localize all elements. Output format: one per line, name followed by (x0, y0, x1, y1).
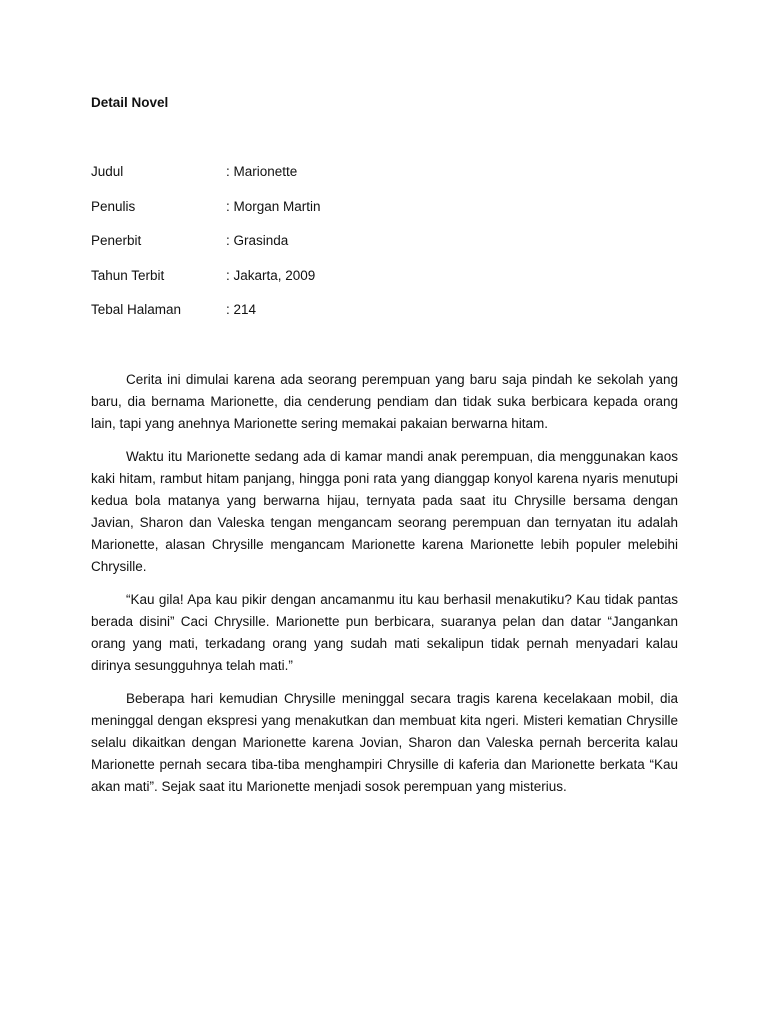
synopsis-paragraph: “Kau gila! Apa kau pikir dengan ancamanmu itu kau berhasil menakutiku? Kau tidak pantas berada disini” Caci Chrysille. Marionette pun berbicara, suaranya pelan dan datar “Jangankan orang yang mati, terkadang orang yang sudah mati sekalipun tidak pernah menyadari kalau dirinya sesungguhnya telah mati.” (91, 592, 678, 673)
detail-label: Judul (91, 164, 124, 179)
detail-label: Tahun Terbit (91, 267, 165, 283)
detail-value: : Grasinda (226, 233, 289, 248)
detail-value: : Morgan Martin (226, 198, 321, 214)
detail-row-tebal-halaman (91, 301, 691, 336)
detail-value: : Marionette (226, 164, 298, 179)
synopsis-paragraph: Cerita ini dimulai karena ada seorang perempuan yang baru saja pindah ke sekolah yang baru, dia bernama Marionette, dia cenderung pendiam dan tidak suka berbicara kepada orang lain, tapi yang anehnya Marionette sering memakai pakaian berwarna hitam. (91, 372, 678, 431)
detail-row-tahun-terbit (91, 267, 691, 302)
detail-label: Penerbit (91, 233, 142, 248)
synopsis-paragraph: Waktu itu Marionette sedang ada di kamar mandi anak perempuan, dia menggunakan kaos kaki hitam, rambut hitam panjang, hingga poni rata yang dianggap konyol karena nyaris menutupi kedua bola matanya yang berwarna hijau, ternyata pada saat itu Chrysille bersama dengan Javian, Sharon dan Valeska tengan mengancam seorang perempuan dan ternyatan itu adalah Marionette, alasan Chrysille mengancam Marionette karena Marionette lebih populer melebihi Chrysille. (91, 449, 678, 574)
detail-row-penulis (91, 198, 691, 233)
detail-row-penerbit (91, 232, 691, 267)
novel-details (91, 163, 691, 336)
synopsis-paragraph: Beberapa hari kemudian Chrysille meninggal secara tragis karena kecelakaan mobil, dia meninggal dengan ekspresi yang menakutkan dan membuat kita ngeri. Misteri kematian Chrysille selalu dikaitkan dengan Marionette karena Jovian, Sharon dan Valeska pernah bercerita kalau Marionette pernah secara tiba-tiba menghampiri Chrysille di kaferia dan Marionette berkata “Kau akan mati”. Sejak saat itu Marionette menjadi sosok perempuan yang misterius. (91, 691, 678, 794)
document-title: Detail Novel (91, 95, 169, 110)
detail-value: : Jakarta, 2009 (226, 267, 316, 283)
detail-label: Penulis (91, 198, 136, 214)
detail-row-judul (91, 163, 691, 198)
synopsis-body (91, 369, 678, 809)
detail-label: Tebal Halaman (91, 302, 182, 317)
detail-value: : 214 (226, 302, 257, 317)
